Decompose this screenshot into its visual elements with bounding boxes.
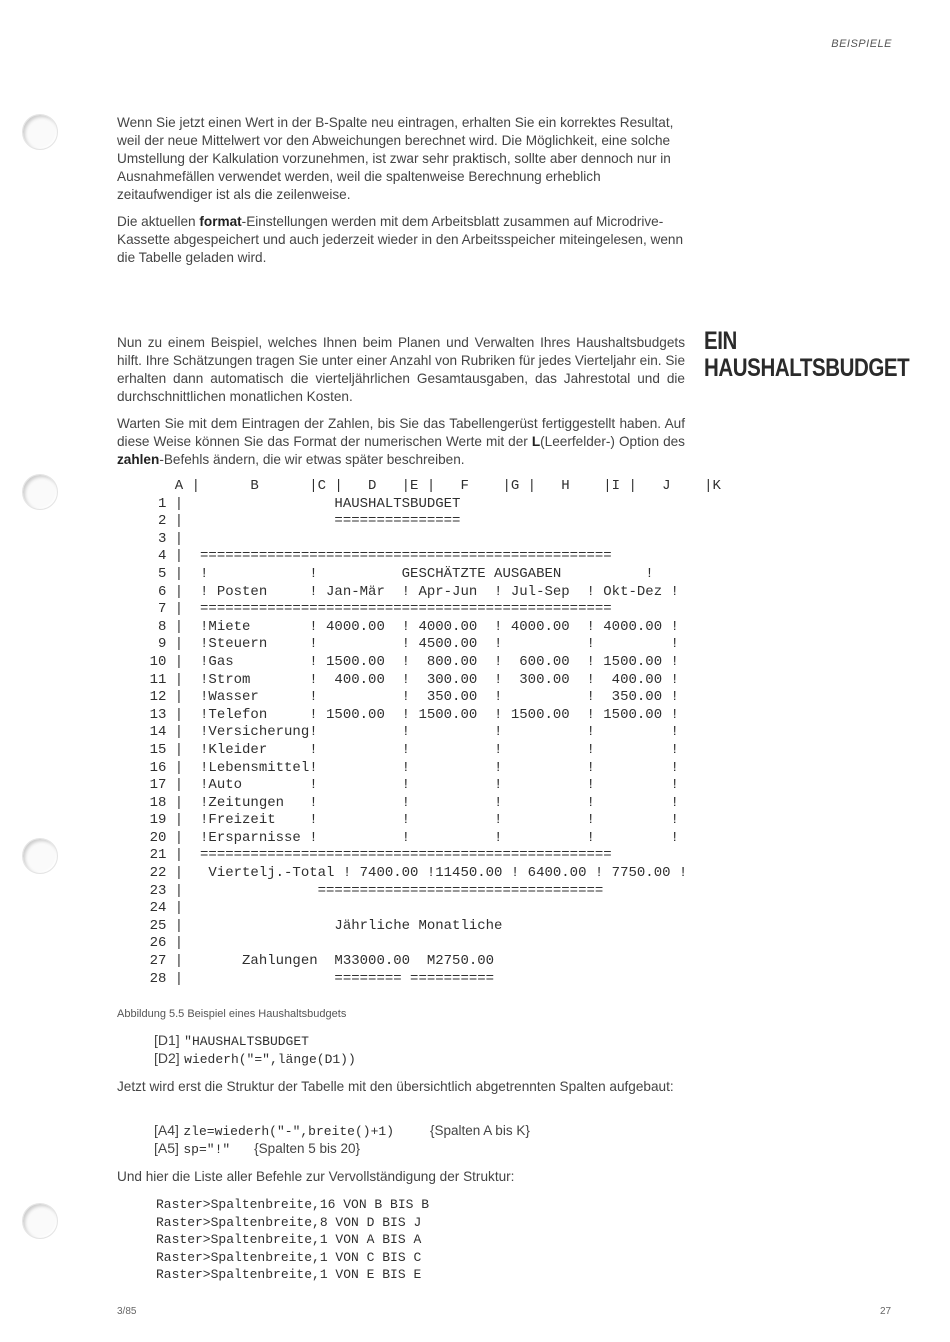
command-list [156, 1196, 429, 1284]
binder-hole [22, 114, 58, 150]
intro-paragraph-2: Die aktuellen format-Einstellungen werden mit dem Arbeitsblatt zusammen auf Microdrive-Kassette abgespeichert und auch jederzeit wieder in den Arbeitsspeicher miteingelesen, wenn die Tabelle geladen wird. [117, 214, 683, 265]
spreadsheet-row: 6 | ! Posten ! Jan-Mär ! Apr-Jun ! Jul-Sep ! Okt-Dez ! [116, 583, 679, 600]
spreadsheet-row: 10 | !Gas ! 1500.00 ! 800.00 ! 600.00 ! 1500.00 ! [116, 653, 679, 670]
command-line: Raster>Spaltenbreite,1 VON E BIS E [156, 1267, 422, 1282]
command-line: Raster>Spaltenbreite,1 VON A BIS A [156, 1232, 422, 1247]
example-text [117, 334, 685, 478]
spreadsheet-row: 17 | !Auto ! ! ! ! ! [116, 777, 679, 794]
spreadsheet-row: 26 | [116, 935, 184, 952]
spreadsheet-row: 21 | ================================================= [116, 847, 612, 864]
spreadsheet-row: 28 | ======== ========== [116, 970, 495, 987]
spreadsheet-row: 8 | !Miete ! 4000.00 ! 4000.00 ! 4000.00 ! 4000.00 ! [116, 618, 679, 635]
structure-text: Jetzt wird erst die Struktur der Tabelle mit den übersichtlich abgetrennten Spalten aufgebaut: [117, 1079, 674, 1094]
formula-line: [D1] "HAUSHALTSBUDGET [154, 1032, 309, 1049]
spreadsheet-row: 23 | ================================== [116, 882, 604, 899]
command-line: Raster>Spaltenbreite,8 VON D BIS J [156, 1214, 422, 1230]
spreadsheet-row: 19 | !Freizeit ! ! ! ! ! [116, 812, 679, 829]
footer-date: 3/85 [117, 1306, 137, 1317]
spreadsheet-row: 2 | =============== [116, 513, 461, 530]
formula-line: [A5] sp="!" {Spalten 5 bis 20} [154, 1139, 361, 1157]
formula-block-1 [154, 1032, 356, 1067]
page-number: 27 [880, 1306, 892, 1317]
intro-text [117, 114, 685, 276]
spreadsheet-row: 18 | !Zeitungen ! ! ! ! ! [116, 794, 679, 811]
spreadsheet-row: 25 | Jährliche Monatliche [116, 917, 503, 934]
spreadsheet-row: 20 | !Ersparnisse ! ! ! ! ! [116, 829, 679, 846]
formula-line: [D2] wiederh("=",länge(D1)) [154, 1049, 356, 1067]
spreadsheet-row: 22 | Viertelj.-Total ! 7400.00 !11450.00 ! 6400.00 ! 7750.00 ! [116, 865, 688, 882]
spreadsheet-row: 13 | !Telefon ! 1500.00 ! 1500.00 ! 1500.00 ! 1500.00 ! [116, 706, 679, 723]
formula-line: [A4] zle=wiederh("-",breite()+1) {Spalten A bis K} [154, 1122, 530, 1139]
commands-intro: Und hier die Liste aller Befehle zur Vervollständigung der Struktur: [117, 1169, 515, 1184]
binder-hole [22, 474, 58, 510]
spreadsheet-row: 12 | !Wasser ! ! 350.00 ! ! 350.00 ! [116, 689, 679, 706]
spreadsheet-row: 7 | ================================================= [116, 601, 612, 618]
example-paragraph-1: Nun zu einem Beispiel, welches Ihnen beim Planen und Verwalten Ihres Haushaltsbudgets hilft. Ihre Schätzungen tragen Sie unter einer Anzahl von Rubriken für jedes Vierteljahr ein. Sie erhalten dann automatisch die vierteljährlichen Gesamtausgaben, das Jahrestotal und die durchschnittlichen monatlichen Kosten. [117, 335, 686, 404]
spreadsheet-row: 15 | !Kleider ! ! ! ! ! [116, 741, 679, 758]
spreadsheet-row: 11 | !Strom ! 400.00 ! 300.00 ! 300.00 ! 400.00 ! [116, 671, 679, 688]
spreadsheet-row: 3 | [116, 530, 184, 547]
spreadsheet-row: A | B |C | D |E | F |G | H |I | J |K [116, 478, 721, 494]
binder-hole [22, 1203, 58, 1239]
spreadsheet-row: 24 | [116, 900, 184, 917]
spreadsheet-row: 4 | ================================================= [116, 548, 612, 565]
example-paragraph-2: Warten Sie mit dem Eintragen der Zahlen, bis Sie das Tabellengerüst fertiggestellt haben. Auf diese Weise können Sie das Format der numerischen Werte mit der L(Leerfelder-) Option des zahlen-Befehls ändern, die wir etwas später beschreiben. [117, 416, 685, 467]
running-header: BEISPIELE [831, 38, 892, 50]
spreadsheet-row: 27 | Zahlungen M33000.00 M2750.00 [116, 953, 495, 970]
spreadsheet-row: 14 | !Versicherung! ! ! ! ! [116, 724, 679, 741]
section-heading: EIN HAUSHALTSBUDGET [704, 327, 910, 382]
spreadsheet-figure [116, 478, 721, 988]
spreadsheet-row: 5 | ! ! GESCHÄTZTE AUSGABEN ! [116, 565, 654, 582]
command-line: Raster>Spaltenbreite,1 VON C BIS C [156, 1249, 422, 1265]
spreadsheet-row: 9 | !Steuern ! ! 4500.00 ! ! ! [116, 636, 679, 653]
spreadsheet-row: 1 | HAUSHALTSBUDGET [116, 495, 461, 512]
spreadsheet-row: 16 | !Lebensmittel! ! ! ! ! [116, 759, 679, 776]
intro-paragraph-1: Wenn Sie jetzt einen Wert in der B-Spalte neu eintragen, erhalten Sie ein korrektes Resultat, weil der neue Mittelwert vor den Abweichungen berechnet wird. Die Möglichkeit, eine solche Umstellung der Kalkulation vorzunehmen, ist zwar sehr praktisch, sollte aber dennoch nur in Ausnahmefällen verwendet werden, weil die spaltenweise Berechnung erheblich zeitaufwendiger ist als die zeilenweise. [117, 115, 674, 202]
command-line: Raster>Spaltenbreite,16 VON B BIS B [156, 1197, 430, 1212]
binder-hole [22, 838, 58, 874]
formula-block-2 [154, 1122, 530, 1157]
figure-caption: Abbildung 5.5 Beispiel eines Haushaltsbudgets [117, 1008, 347, 1020]
